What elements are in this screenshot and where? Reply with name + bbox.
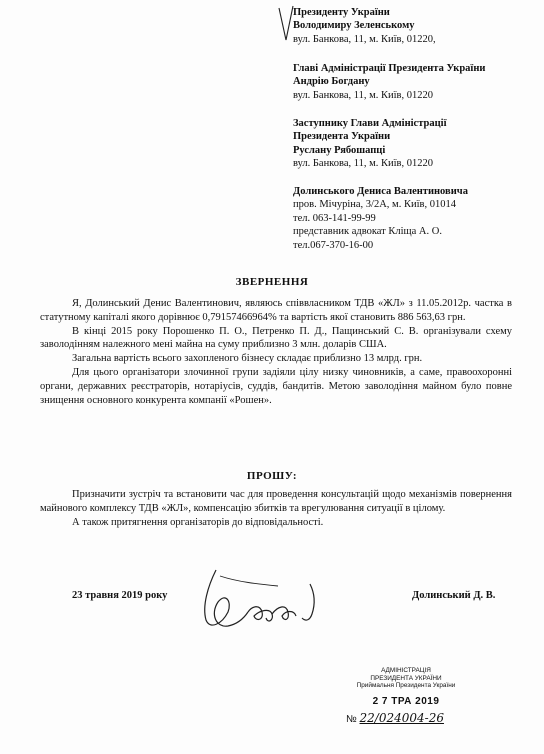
- stamp-date: 2 7 ТРА 2019: [372, 695, 440, 707]
- addressee-line: Президенту України: [293, 7, 390, 18]
- body-paragraph: Для цього організатори злочинної групи задіяли цілу низку чиновників, а саме, правоохоронні органи, державних реєстраторів, нотаріусів, суддів, бандитів. Метою заволодіння майном було повне знищення основного конкурента компанії «Рошен».: [40, 366, 512, 406]
- body-paragraph: Загальна вартість всього захопленого бізнесу складає приблизно 13 млрд. грн.: [72, 353, 423, 365]
- body-paragraph: В кінці 2015 року Порошенко П. О., Петренко П. Д., Пащинський С. В. організували схему заволодінням належного мені майна на суму приблизно 3 млн. доларів США.: [40, 325, 512, 351]
- addressee-line: Заступнику Глави Адміністрації: [293, 118, 447, 129]
- request-title: ПРОШУ:: [246, 470, 298, 482]
- sender-block: [293, 185, 468, 252]
- addressee-line: Президента України: [293, 131, 391, 143]
- body-paragraph: Я, Долинський Денис Валентинович, являюсь співвласником ТДВ «ЖЛ» з 11.05.2012р. частка в статутному капіталі якого дорівнює 0,79157466964% та вартість якої становить 886 563,63 грн.: [40, 298, 512, 323]
- sender-name: Долинського Дениса Валентиновича: [293, 186, 468, 197]
- appeal-body: [40, 297, 512, 407]
- handwritten-signature: [198, 562, 338, 634]
- sender-address: пров. Мічуріна, 3/2А, м. Київ, 01014: [293, 199, 456, 211]
- addressee-address: вул. Банкова, 11, м. Київ, 01220,: [293, 33, 436, 45]
- sender-phone: тел. 063-141-99-99: [293, 212, 376, 224]
- addressee-head-of-administration: [293, 62, 485, 102]
- registration-stamp: [346, 667, 466, 725]
- stamp-line: ПРЕЗИДЕНТА УКРАЇНИ: [370, 674, 442, 682]
- addressee-line: Андрію Богдану: [293, 76, 370, 88]
- number-sign: №: [346, 713, 357, 725]
- addressee-line: Главі Адміністрації Президента України: [293, 63, 486, 74]
- request-paragraph: Призначити зустріч та встановити час для проведення консультацій щодо механізмів повернення майнового комплексу ТДВ «ЖЛ», компенсацію збитків та врегулювання ситуації в цілому.: [40, 489, 512, 514]
- addressee-address: вул. Банкова, 11, м. Київ, 01220: [293, 158, 433, 170]
- document-date: 23 травня 2019 року: [72, 590, 168, 601]
- document-title: ЗВЕРНЕННЯ: [235, 276, 309, 288]
- request-body: [40, 488, 512, 529]
- addressee-deputy-head: [293, 117, 446, 171]
- addressee-line: Руслану Рябошапці: [293, 144, 386, 156]
- registration-number: 22/024004-26: [359, 710, 444, 725]
- addressee-address: вул. Банкова, 11, м. Київ, 01220: [293, 89, 433, 101]
- addressee-line: Володимиру Зеленському: [293, 20, 415, 32]
- addressee-president: [293, 6, 436, 46]
- representative-phone: тел.067-370-16-00: [293, 239, 374, 251]
- stamp-line: АДМІНІСТРАЦІЯ: [381, 667, 431, 674]
- signer-name: Долинський Д. В.: [412, 590, 496, 601]
- stamp-line: Приймальня Президента України: [356, 682, 456, 689]
- request-paragraph: А також притягнення організаторів до відповідальності.: [72, 516, 324, 528]
- stamp-registration-number: [346, 711, 466, 725]
- sender-representative: представник адвокат Кліща А. О.: [293, 226, 442, 238]
